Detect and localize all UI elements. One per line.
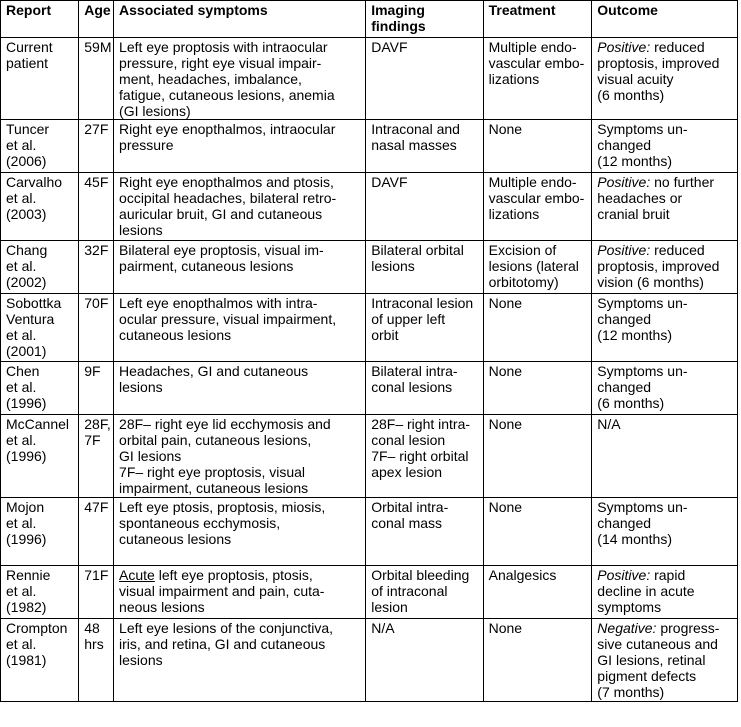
cell-age: 45F (79, 173, 114, 241)
cell-imaging: Intraconal and nasal masses (366, 120, 483, 173)
cell-report: Carvalho et al. (2003) (1, 173, 79, 241)
cell-treatment: None (483, 619, 592, 702)
outcome-text: reduced proptosis, improved visual acuity (6 months) (597, 39, 720, 103)
cell-report: Crompton et al. (1981) (1, 619, 79, 702)
header-treatment: Treatment (483, 1, 592, 38)
cell-outcome (592, 38, 738, 120)
cell-report: Mojon et al. (1996) (1, 498, 79, 566)
symptoms-label: Acute (119, 567, 155, 583)
cell-symptoms: Left eye ptosis, proptosis, miosis, spontaneous ecchymosis, cutaneous lesions (114, 498, 366, 566)
cell-outcome: N/A (592, 415, 738, 498)
cell-symptoms: Left eye lesions of the conjunctiva, iris, and retina, GI and cutaneous lesions (114, 619, 366, 702)
table-row (1, 362, 738, 415)
cell-report: Chen et al. (1996) (1, 362, 79, 415)
cell-outcome: Symptoms un- changed (12 months) (592, 120, 738, 173)
cell-age: 70F (79, 294, 114, 362)
cell-symptoms: Bilateral eye proptosis, visual im- pairment, cutaneous lesions (114, 241, 366, 294)
outcome-text: reduced proptosis, improved vision (6 months) (597, 242, 720, 290)
header-age: Age (79, 1, 114, 38)
cell-treatment: None (483, 498, 592, 566)
cell-imaging: 28F– right intra- conal lesion 7F– right orbital apex lesion (366, 415, 483, 498)
cell-outcome (592, 173, 738, 241)
header-imaging: Imaging findings (366, 1, 483, 38)
table-row (1, 173, 738, 241)
cell-report: McCannel et al. (1996) (1, 415, 79, 498)
cell-age: 32F (79, 241, 114, 294)
header-symptoms: Associated symptoms (114, 1, 366, 38)
cell-outcome: Symptoms un- changed (14 months) (592, 498, 738, 566)
cell-report: Sobottka Ventura et al. (2001) (1, 294, 79, 362)
cell-imaging: Bilateral orbital lesions (366, 241, 483, 294)
header-row (1, 1, 738, 38)
cell-symptoms: Right eye enopthalmos, intraocular pressure (114, 120, 366, 173)
table-row (1, 241, 738, 294)
cell-age: 71F (79, 566, 114, 619)
outcome-label: Positive: (597, 39, 651, 55)
table-row (1, 498, 738, 566)
cell-treatment: None (483, 294, 592, 362)
cell-outcome: Symptoms un- changed (6 months) (592, 362, 738, 415)
cell-symptoms: Left eye proptosis with intraocular pressure, right eye visual impair- ment, headaches, imbalance, fatigue, cutaneous lesions, anemia (GI lesions) (114, 38, 366, 120)
cell-symptoms: Left eye enopthalmos with intra- ocular pressure, visual impairment, cutaneous lesions (114, 294, 366, 362)
cell-treatment: Excision of lesions (lateral orbitotomy) (483, 241, 592, 294)
cell-symptoms: Right eye enopthalmos and ptosis, occipital headaches, bilateral retro- auricular bruit, GI and cutaneous lesions (114, 173, 366, 241)
cell-symptoms (114, 566, 366, 619)
cell-imaging: DAVF (366, 173, 483, 241)
outcome-label: Positive: (597, 174, 651, 190)
outcome-text: progress- sive cutaneous and GI lesions, retinal pigment defects (7 months) (597, 620, 720, 700)
table-row (1, 415, 738, 498)
header-outcome: Outcome (592, 1, 738, 38)
cell-treatment: None (483, 362, 592, 415)
cell-imaging: Bilateral intra- conal lesions (366, 362, 483, 415)
cell-age: 9F (79, 362, 114, 415)
cell-treatment: None (483, 415, 592, 498)
cell-age: 27F (79, 120, 114, 173)
cell-imaging: Orbital bleeding of intraconal lesion (366, 566, 483, 619)
table-row (1, 566, 738, 619)
cell-imaging: Intraconal lesion of upper left orbit (366, 294, 483, 362)
outcome-label: Positive: (597, 567, 651, 583)
cell-outcome (592, 241, 738, 294)
cell-treatment: None (483, 120, 592, 173)
cell-report: Chang et al. (2002) (1, 241, 79, 294)
cell-report: Current patient (1, 38, 79, 120)
cell-report: Tuncer et al. (2006) (1, 120, 79, 173)
cell-age: 48 hrs (79, 619, 114, 702)
cell-treatment: Multiple endo- vascular embo- lizations (483, 38, 592, 120)
cell-imaging: DAVF (366, 38, 483, 120)
cell-symptoms: Headaches, GI and cutaneous lesions (114, 362, 366, 415)
cell-report: Rennie et al. (1982) (1, 566, 79, 619)
outcome-label: Negative: (597, 620, 657, 636)
table-row (1, 38, 738, 120)
cell-outcome (592, 619, 738, 702)
cell-treatment: Multiple endo- vascular embo- lizations (483, 173, 592, 241)
outcome-text: rapid decline in acute symptoms (597, 567, 695, 615)
cell-symptoms: 28F– right eye lid ecchymosis and orbital pain, cutaneous lesions, GI lesions 7F– right eye proptosis, visual impairment, cutaneous lesions (114, 415, 366, 498)
table-row (1, 619, 738, 702)
cell-imaging: Orbital intra- conal mass (366, 498, 483, 566)
cell-outcome: Symptoms un- changed (12 months) (592, 294, 738, 362)
cell-age: 47F (79, 498, 114, 566)
table-row (1, 294, 738, 362)
cell-imaging: N/A (366, 619, 483, 702)
symptoms-text: left eye proptosis, ptosis, visual impairment and pain, cuta- neous lesions (119, 567, 325, 615)
table-row (1, 120, 738, 173)
cell-treatment: Analgesics (483, 566, 592, 619)
cell-outcome (592, 566, 738, 619)
cell-age: 28F, 7F (79, 415, 114, 498)
outcome-label: Positive: (597, 242, 651, 258)
header-report: Report (1, 1, 79, 38)
cell-age: 59M (79, 38, 114, 120)
outcome-text: no further headaches or cranial bruit (597, 174, 715, 222)
